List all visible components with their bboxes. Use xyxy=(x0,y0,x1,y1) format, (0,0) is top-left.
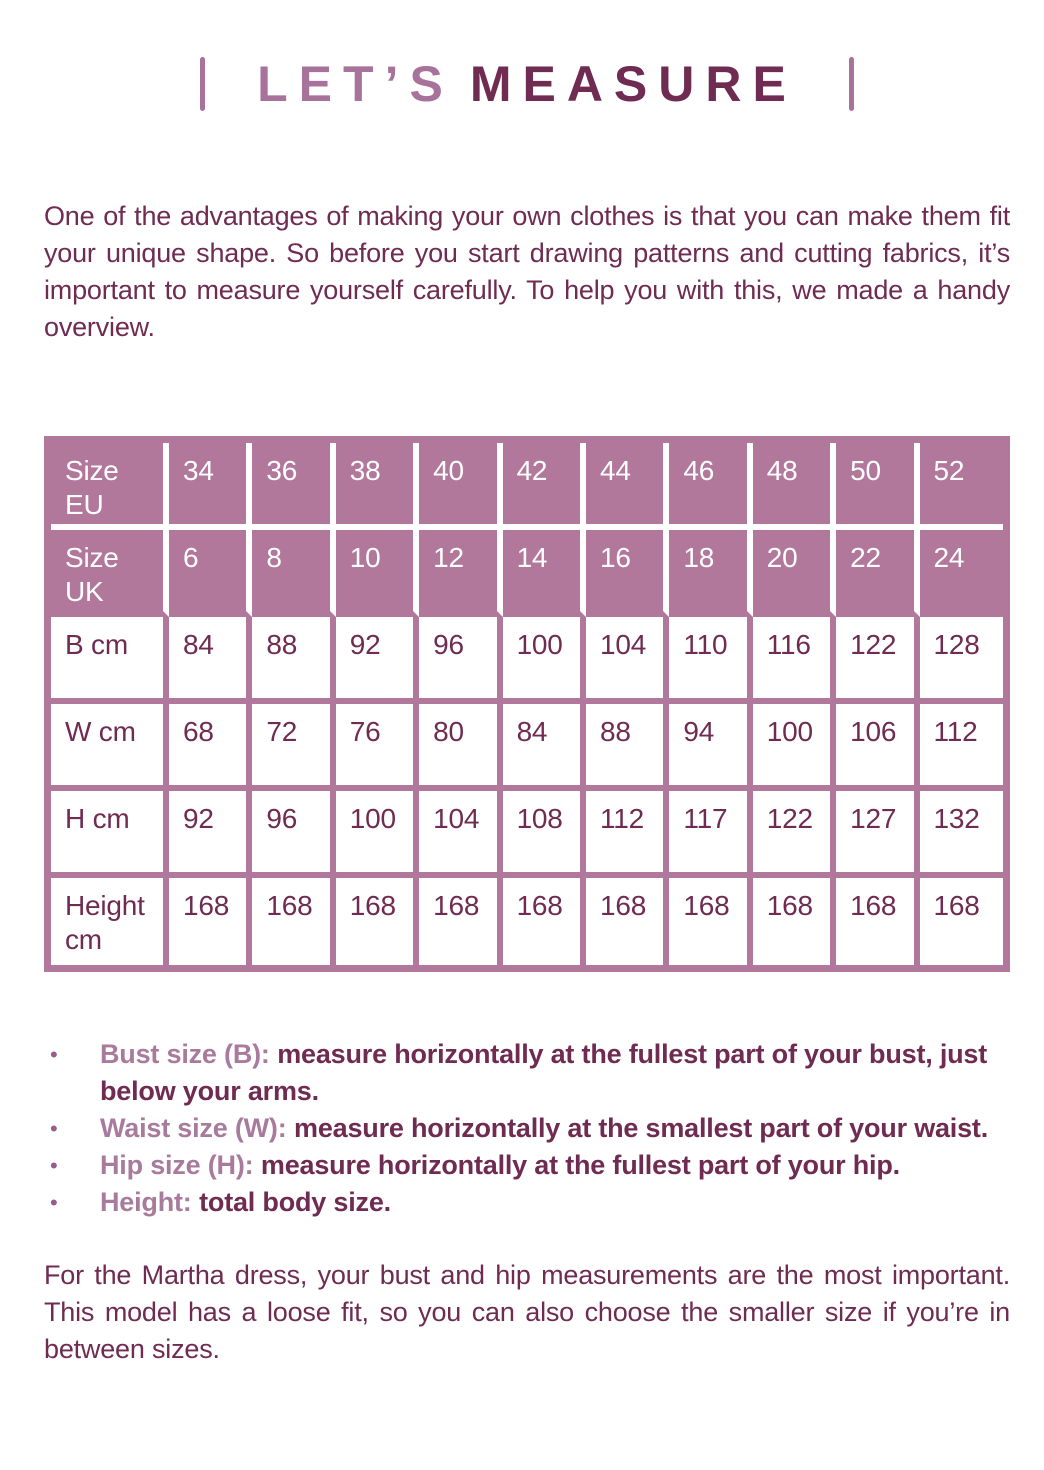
size-cell: 80 xyxy=(419,704,502,791)
size-cell: 88 xyxy=(586,704,669,791)
size-cell: 88 xyxy=(252,617,335,704)
size-cell: 24 xyxy=(920,530,1003,617)
size-cell: 16 xyxy=(586,530,669,617)
size-cell: 52 xyxy=(920,443,1003,530)
size-cell: 168 xyxy=(753,878,836,965)
measurement-definitions-list xyxy=(44,1036,1010,1221)
table-row-height xyxy=(51,878,1003,965)
size-cell: 168 xyxy=(336,878,419,965)
size-cell: 132 xyxy=(920,791,1003,878)
size-cell: 12 xyxy=(419,530,502,617)
table-row-hip xyxy=(51,791,1003,878)
size-cell: 38 xyxy=(336,443,419,530)
title-word-measure: MEASURE xyxy=(469,56,797,112)
measure-term: Waist size (W): xyxy=(100,1113,287,1143)
list-item-bust xyxy=(44,1036,1010,1110)
size-cell: 112 xyxy=(920,704,1003,791)
size-cell: 42 xyxy=(503,443,586,530)
row-label: Size EU xyxy=(51,443,169,530)
page-title xyxy=(44,54,1010,114)
list-item-height xyxy=(44,1184,1010,1221)
size-cell: 96 xyxy=(419,617,502,704)
size-cell: 8 xyxy=(252,530,335,617)
size-cell: 40 xyxy=(419,443,502,530)
title-word-lets: LET’S xyxy=(257,56,454,112)
title-bar-right-icon xyxy=(849,57,854,111)
size-cell: 128 xyxy=(920,617,1003,704)
measure-desc: measure horizontally at the fullest part of your hip. xyxy=(260,1150,900,1180)
row-label: Size UK xyxy=(51,530,169,617)
size-cell: 44 xyxy=(586,443,669,530)
size-cell: 34 xyxy=(169,443,252,530)
size-cell: 96 xyxy=(252,791,335,878)
bullet-icon: • xyxy=(50,1116,58,1141)
size-cell: 84 xyxy=(503,704,586,791)
intro-paragraph: One of the advantages of making your own clothes is that you can make them fit your unique shape. So before you start drawing patterns and cutting fabrics, it’s important to measure yourself carefully. To help you with this, we made a handy overview. xyxy=(44,201,1010,342)
list-item-hip xyxy=(44,1147,1010,1184)
size-cell: 168 xyxy=(669,878,752,965)
list-item-waist xyxy=(44,1110,1010,1147)
size-cell: 18 xyxy=(669,530,752,617)
row-label: B cm xyxy=(51,617,169,704)
size-cell: 110 xyxy=(669,617,752,704)
size-cell: 168 xyxy=(252,878,335,965)
measure-term: Bust size (B): xyxy=(100,1039,270,1069)
table-row-bust xyxy=(51,617,1003,704)
size-cell: 104 xyxy=(586,617,669,704)
measure-term: Hip size (H): xyxy=(100,1150,254,1180)
size-cell: 122 xyxy=(836,617,919,704)
measure-desc: measure horizontally at the smallest part of your waist. xyxy=(294,1113,989,1143)
table-row-size-eu xyxy=(51,443,1003,530)
size-cell: 168 xyxy=(920,878,1003,965)
bullet-icon: • xyxy=(50,1153,58,1178)
size-cell: 168 xyxy=(169,878,252,965)
size-cell: 92 xyxy=(169,791,252,878)
measure-desc: total body size. xyxy=(199,1187,391,1217)
row-label: Height cm xyxy=(51,878,169,965)
size-cell: 168 xyxy=(586,878,669,965)
table-row-waist xyxy=(51,704,1003,791)
size-cell: 20 xyxy=(753,530,836,617)
outro-paragraph: For the Martha dress, your bust and hip measurements are the most important. This model has a loose fit, so you can also choose the smaller size if you’re in between sizes. xyxy=(44,1260,1010,1364)
document-page xyxy=(0,54,1044,1368)
title-text xyxy=(257,56,797,112)
size-cell: 92 xyxy=(336,617,419,704)
size-cell: 46 xyxy=(669,443,752,530)
size-cell: 168 xyxy=(419,878,502,965)
size-cell: 22 xyxy=(836,530,919,617)
size-cell: 36 xyxy=(252,443,335,530)
size-cell: 117 xyxy=(669,791,752,878)
bullet-icon: • xyxy=(50,1042,58,1067)
size-cell: 76 xyxy=(336,704,419,791)
size-cell: 168 xyxy=(503,878,586,965)
size-cell: 112 xyxy=(586,791,669,878)
measure-desc: measure horizontally at the fullest part of your bust, just below your arms. xyxy=(100,1039,988,1106)
size-cell: 127 xyxy=(836,791,919,878)
size-cell: 100 xyxy=(503,617,586,704)
bullet-icon: • xyxy=(50,1190,58,1215)
size-cell: 94 xyxy=(669,704,752,791)
row-label: H cm xyxy=(51,791,169,878)
size-cell: 50 xyxy=(836,443,919,530)
size-cell: 14 xyxy=(503,530,586,617)
size-cell: 122 xyxy=(753,791,836,878)
size-cell: 6 xyxy=(169,530,252,617)
size-cell: 68 xyxy=(169,704,252,791)
size-cell: 168 xyxy=(836,878,919,965)
size-cell: 108 xyxy=(503,791,586,878)
size-cell: 72 xyxy=(252,704,335,791)
size-cell: 106 xyxy=(836,704,919,791)
title-bar-left-icon xyxy=(200,57,205,111)
table-row-size-uk xyxy=(51,530,1003,617)
size-cell: 84 xyxy=(169,617,252,704)
size-cell: 116 xyxy=(753,617,836,704)
row-label: W cm xyxy=(51,704,169,791)
size-table xyxy=(44,436,1010,972)
size-cell: 48 xyxy=(753,443,836,530)
measure-term: Height: xyxy=(100,1187,192,1217)
size-cell: 104 xyxy=(419,791,502,878)
size-cell: 100 xyxy=(336,791,419,878)
size-cell: 10 xyxy=(336,530,419,617)
size-cell: 100 xyxy=(753,704,836,791)
